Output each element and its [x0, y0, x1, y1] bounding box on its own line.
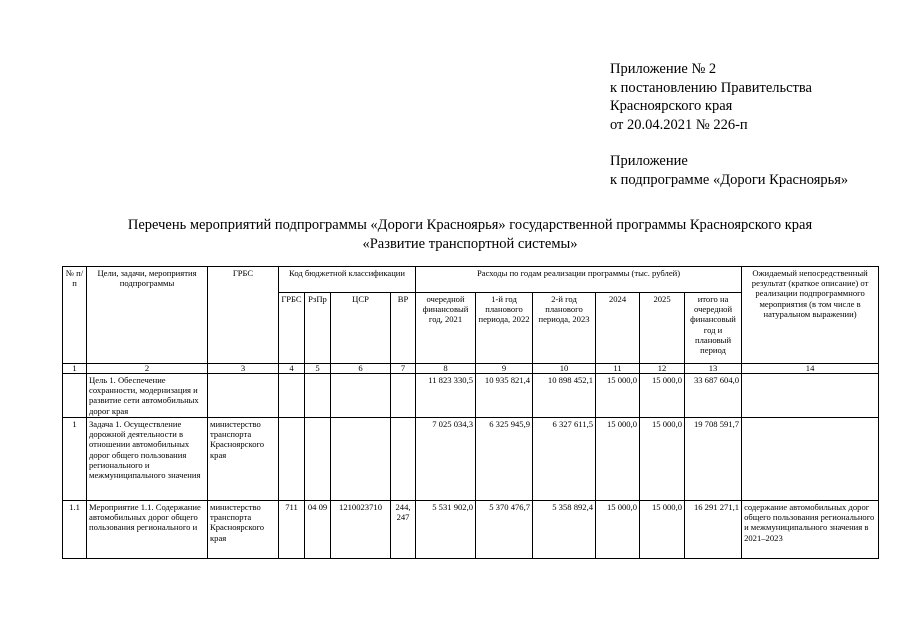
cell-2022: 10 935 821,4	[476, 374, 533, 418]
cell-2021: 7 025 034,3	[416, 418, 476, 501]
document-title	[60, 216, 880, 253]
header-year-2025: 2025	[640, 293, 685, 364]
header-grbs: ГРБС	[208, 267, 279, 364]
header-goals: Цели, задачи, мероприятия подпрограммы	[87, 267, 208, 364]
column-number: 10	[533, 364, 596, 374]
header-year-2022: 1-й год планового периода, 2022	[476, 293, 533, 364]
cell-2022: 5 370 476,7	[476, 501, 533, 559]
cell-csr	[331, 374, 391, 418]
cell-name: Цель 1. Обеспечение сохранности, модернизация и развитие сети автомобильных дорог края	[87, 374, 208, 418]
cell-grbs	[208, 374, 279, 418]
cell-rzpr	[305, 418, 331, 501]
cell-code-grbs	[279, 374, 305, 418]
cell-2024: 15 000,0	[596, 418, 640, 501]
column-number: 11	[596, 364, 640, 374]
cell-num: 1	[63, 418, 87, 501]
column-number: 14	[742, 364, 879, 374]
appendix-line: Приложение	[610, 153, 688, 169]
appendix-line: к подпрограмме «Дороги Красноярья»	[610, 171, 849, 188]
column-number: 4	[279, 364, 305, 374]
cell-2025: 15 000,0	[640, 501, 685, 559]
cell-2021: 5 531 902,0	[416, 501, 476, 559]
cell-rzpr	[305, 374, 331, 418]
header-year-2021: очередной финансовый год, 2021	[416, 293, 476, 364]
column-number: 7	[391, 364, 416, 374]
cell-result	[742, 418, 879, 501]
header-code-grbs: ГРБС	[279, 293, 305, 364]
cell-vr	[391, 418, 416, 501]
header-total: итого на очередной финансовый год и плановый период	[685, 293, 742, 364]
cell-num: 1.1	[63, 501, 87, 559]
cell-total: 19 708 591,7	[685, 418, 742, 501]
header-num: № п/п	[63, 267, 87, 364]
cell-vr: 244, 247	[391, 501, 416, 559]
appendix-block	[610, 60, 848, 189]
column-number: 9	[476, 364, 533, 374]
column-number: 13	[685, 364, 742, 374]
cell-2021: 11 823 330,5	[416, 374, 476, 418]
column-number: 1	[63, 364, 87, 374]
activities-table	[62, 266, 879, 559]
cell-grbs: министерство транспорта Красноярского края	[208, 501, 279, 559]
header-expenses: Расходы по годам реализации программы (тыс. рублей)	[416, 267, 742, 293]
table-row	[63, 501, 879, 559]
appendix-line: Красноярского края	[610, 98, 733, 114]
table-row	[63, 374, 879, 418]
cell-num	[63, 374, 87, 418]
cell-2023: 6 327 611,5	[533, 418, 596, 501]
cell-csr: 1210023710	[331, 501, 391, 559]
header-budget-code: Код бюджетной классификации	[279, 267, 416, 293]
spacer	[610, 134, 848, 152]
cell-name: Задача 1. Осуществление дорожной деятельности в отношении автомобильных дорог общего пользования регионального и межмуниципального значения	[87, 418, 208, 501]
cell-2023: 5 358 892,4	[533, 501, 596, 559]
cell-grbs: министерство транспорта Красноярского края	[208, 418, 279, 501]
cell-2024: 15 000,0	[596, 374, 640, 418]
column-number: 2	[87, 364, 208, 374]
cell-vr	[391, 374, 416, 418]
cell-name: Мероприятие 1.1. Содержание автомобильных дорог общего пользования регионального и	[87, 501, 208, 559]
cell-2023: 10 898 452,1	[533, 374, 596, 418]
cell-2025: 15 000,0	[640, 418, 685, 501]
column-number: 12	[640, 364, 685, 374]
cell-code-grbs: 711	[279, 501, 305, 559]
header-code-vr: ВР	[391, 293, 416, 364]
title-line: «Развитие транспортной системы»	[362, 235, 578, 252]
table-row	[63, 418, 879, 501]
column-number: 3	[208, 364, 279, 374]
appendix-line: Приложение № 2	[610, 61, 717, 77]
cell-2025: 15 000,0	[640, 374, 685, 418]
column-number: 8	[416, 364, 476, 374]
title-line: Перечень мероприятий подпрограммы «Дороги Красноярья» государственной программы Красноярского края	[127, 217, 813, 233]
cell-rzpr: 04 09	[305, 501, 331, 559]
cell-total: 16 291 271,1	[685, 501, 742, 559]
cell-total: 33 687 604,0	[685, 374, 742, 418]
cell-result	[742, 374, 879, 418]
header-code-rzpr: РзПр	[305, 293, 331, 364]
header-result: Ожидаемый непосредственный результат (краткое описание) от реализации подпрограммного мероприятия (в том числе в натуральном выражении)	[742, 267, 879, 364]
cell-2022: 6 325 945,9	[476, 418, 533, 501]
appendix-line: к постановлению Правительства	[610, 79, 812, 96]
header-year-2024: 2024	[596, 293, 640, 364]
header-code-csr: ЦСР	[331, 293, 391, 364]
header-year-2023: 2-й год планового периода, 2023	[533, 293, 596, 364]
cell-code-grbs	[279, 418, 305, 501]
appendix-line: от 20.04.2021 № 226-п	[610, 116, 748, 133]
cell-csr	[331, 418, 391, 501]
cell-result: содержание автомобильных дорог общего пользования регионального и межмуниципального значения в 2021–2023	[742, 501, 879, 559]
column-number: 5	[305, 364, 331, 374]
column-number: 6	[331, 364, 391, 374]
cell-2024: 15 000,0	[596, 501, 640, 559]
